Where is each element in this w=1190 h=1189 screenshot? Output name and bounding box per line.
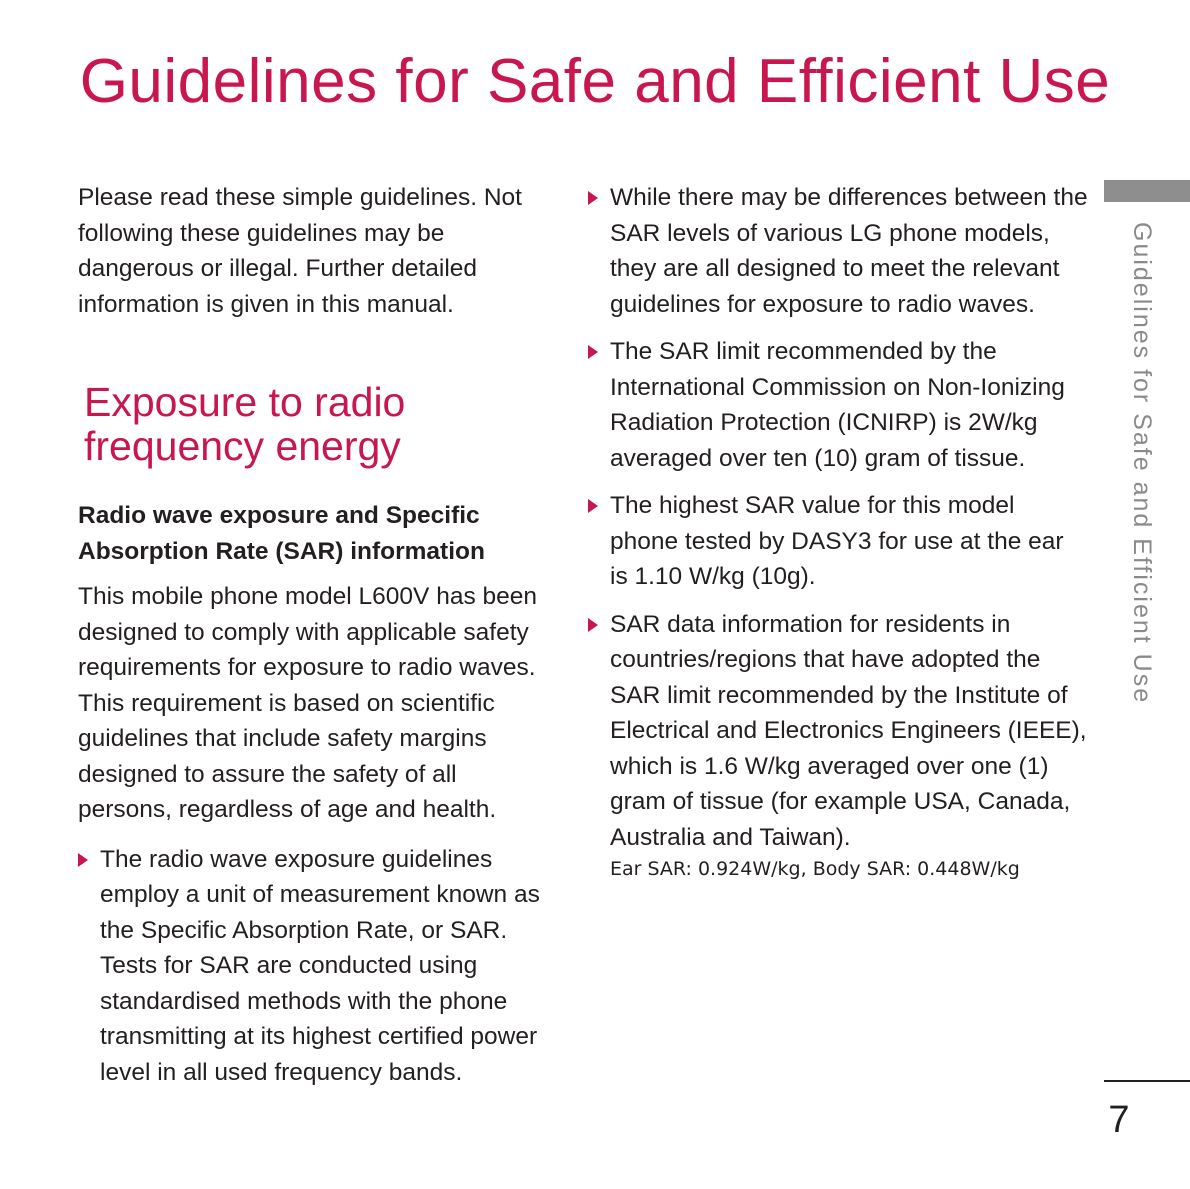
right-bullet-list: [588, 180, 1088, 855]
footer-rule: [1104, 1080, 1190, 1082]
right-column: [588, 180, 1088, 881]
bullet-arrow-icon: [588, 618, 598, 632]
left-column: [78, 180, 548, 1102]
side-tab-label: Guidelines for Safe and Efficient Use: [1128, 222, 1156, 705]
section-heading-line-1: Exposure to radio: [84, 379, 406, 425]
side-tab-bar: [1104, 180, 1190, 202]
sar-subheading-line-1: Radio wave exposure and Specific: [78, 502, 480, 529]
bullet-arrow-icon: [588, 191, 598, 205]
left-bullet-list: [78, 842, 548, 1091]
bullet-item: [588, 334, 1088, 476]
bullet-arrow-icon: [588, 345, 598, 359]
sar-subheading-line-2: Absorption Rate (SAR) information: [78, 537, 485, 565]
bullet-text: SAR data information for residents in countries/regions that have adopted the SAR limit recommended by the Institute of Electrical and Electronics Engineers (IEEE), which is 1.6 W/kg averaged over one (1) gram of tissue (for example USA, Canada, Australia and Taiwan).: [610, 610, 1087, 851]
sar-subheading: [78, 498, 548, 569]
bullet-arrow-icon: [588, 499, 598, 513]
bullet-text: While there may be differences between the SAR levels of various LG phone models, they are all designed to meet the relevant guidelines for exposure to radio waves.: [610, 184, 1088, 318]
bullet-item: [78, 842, 548, 1091]
section-heading-line-2: frequency energy: [84, 423, 401, 469]
intro-paragraph: Please read these simple guidelines. Not following these guidelines may be dangerous or illegal. Further detailed information is given in this manual.: [78, 184, 522, 318]
bullet-item: [588, 607, 1088, 856]
bullet-text: The highest SAR value for this model phone tested by DASY3 for use at the ear is 1.10 W/kg (10g).: [610, 492, 1064, 590]
bullet-item: [588, 488, 1088, 595]
bullet-arrow-icon: [78, 853, 88, 867]
bullet-text: The radio wave exposure guidelines employ a unit of measurement known as the Specific Absorption Rate, or SAR. Tests for SAR are conducted using standardised methods with the phone transmitting at its highest certified power level in all used frequency bands.: [100, 845, 540, 1086]
page-number: 7: [1108, 1099, 1130, 1141]
bullet-item: [588, 180, 1088, 322]
section-heading: [84, 380, 548, 468]
page-title: Guidelines for Safe and Efficient Use: [79, 47, 1111, 116]
sar-values-note: Ear SAR: 0.924W/kg, Body SAR: 0.448W/kg: [610, 858, 1020, 880]
compliance-paragraph: This mobile phone model L600V has been designed to comply with applicable safety requirements for exposure to radio waves. This requirement is based on scientific guidelines that include safety margins designed to assure the safety of all persons, regardless of age and health.: [78, 583, 538, 823]
bullet-text: The SAR limit recommended by the International Commission on Non-Ionizing Radiation Protection (ICNIRP) is 2W/kg averaged over ten (10) gram of tissue.: [610, 338, 1065, 472]
